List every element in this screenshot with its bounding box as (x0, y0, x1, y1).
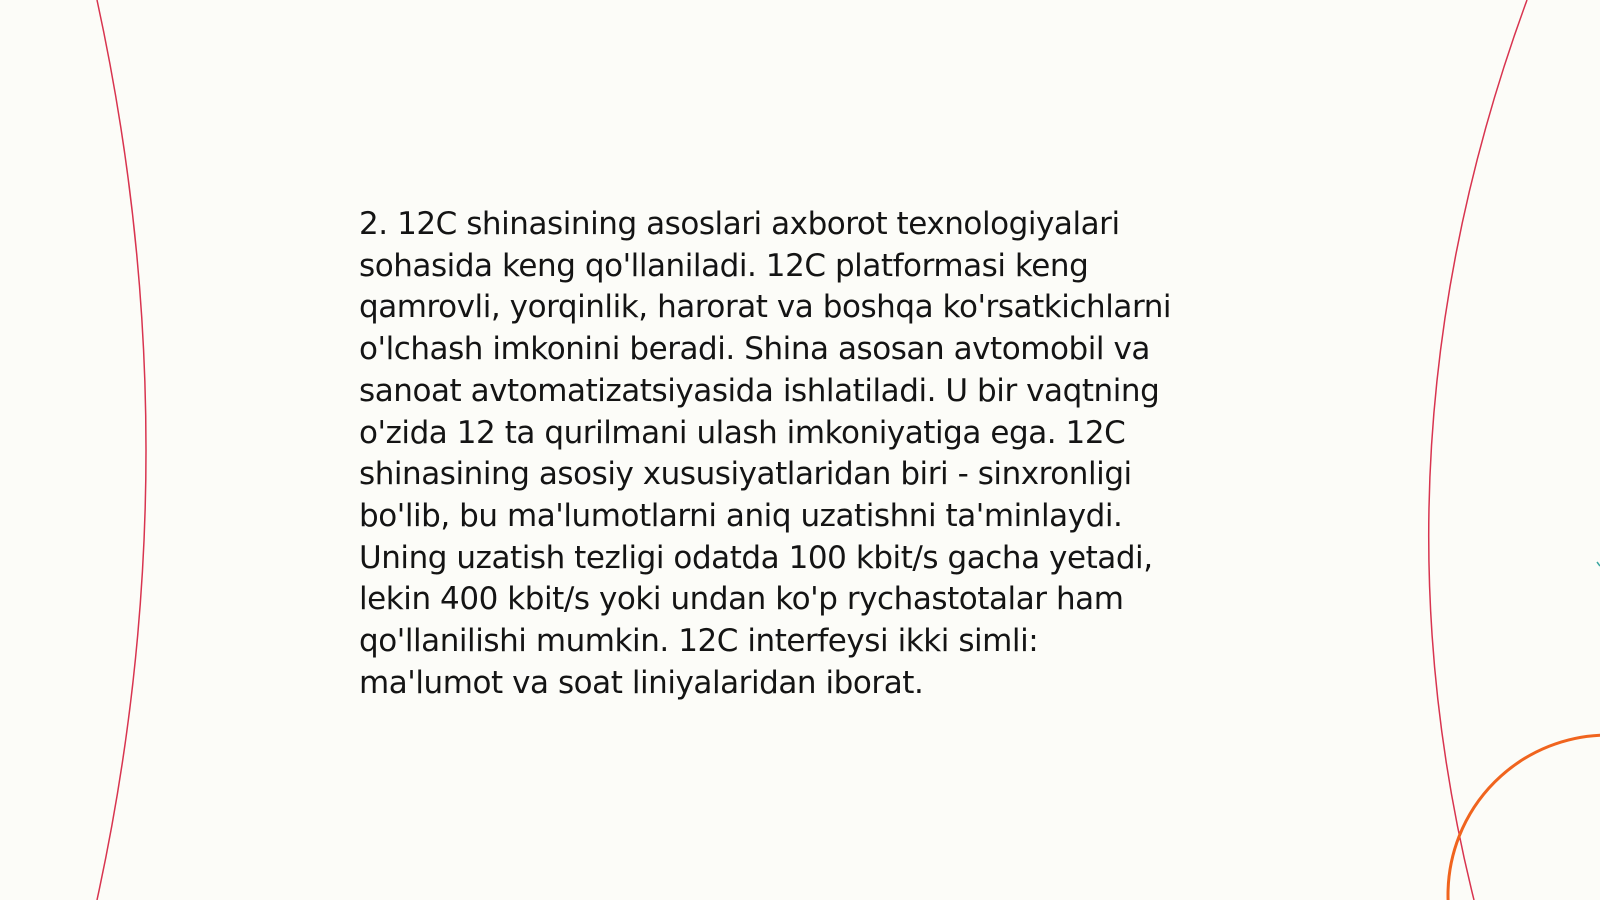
body-line: sanoat avtomatizatsiyasida ishlatiladi. U bir vaqtning (359, 372, 1160, 409)
body-line: shinasining asosiy xususiyatlaridan biri - sinxronligi (359, 456, 1132, 493)
body-line: sohasida keng qo'llaniladi. 12C platformasi keng (359, 247, 1089, 284)
body-line: lekin 400 kbit/s yoki undan ko'p rychastotalar ham (359, 581, 1124, 618)
body-line: qamrovli, yorqinlik, harorat va boshqa ko'rsatkichlarni (359, 289, 1172, 326)
body-line: bo'lib, bu ma'lumotlarni aniq uzatishni ta'minlaydi. (359, 497, 1123, 534)
body-text (359, 204, 1239, 704)
left-curve-line (97, 0, 146, 900)
body-line: ma'lumot va soat liniyalaridan iborat. (359, 664, 924, 701)
body-line: o'zida 12 ta qurilmani ulash imkoniyatiga ega. 12C (359, 414, 1126, 451)
body-line: 2. 12C shinasining asoslari axborot texnologiyalari (359, 206, 1120, 242)
body-line: Uning uzatish tezligi odatda 100 kbit/s gacha yetadi, (359, 539, 1153, 576)
orange-ring (1448, 735, 1600, 900)
body-line: o'lchash imkonini beradi. Shina asosan avtomobil va (359, 331, 1150, 368)
body-line: qo'llanilishi mumkin. 12C interfeysi ikki simli: (359, 623, 1039, 660)
